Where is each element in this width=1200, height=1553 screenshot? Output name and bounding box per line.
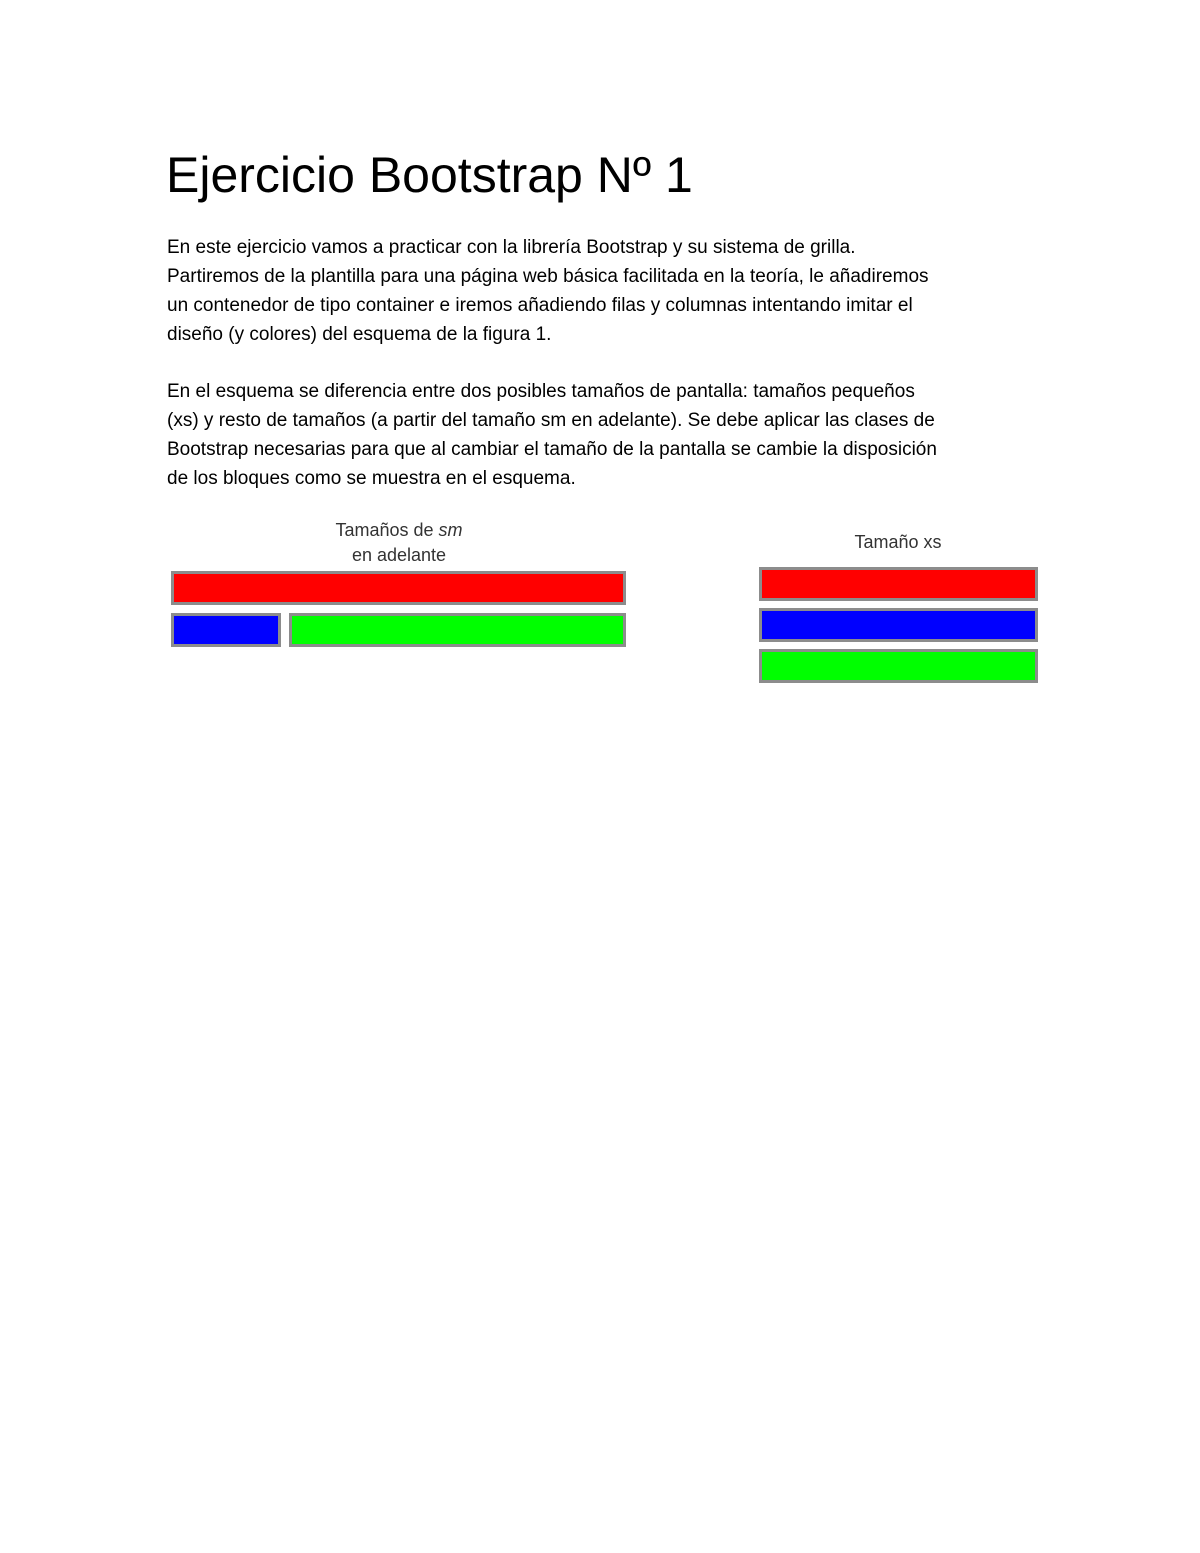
paragraph-line: un contenedor de tipo container e iremos añadiendo filas y columnas intentando imitar el [167, 295, 913, 316]
sm-green-block [289, 613, 626, 647]
paragraph-line: En este ejercicio vamos a practicar con la librería Bootstrap y su sistema de grilla. [167, 237, 856, 258]
paragraph-line: diseño (y colores) del esquema de la figura 1. [167, 324, 552, 345]
xs-blue-block [759, 608, 1038, 642]
paragraph-line: Bootstrap necesarias para que al cambiar el tamaño de la pantalla se cambie la disposición [167, 439, 937, 460]
page-title: Ejercicio Bootstrap Nº 1 [166, 147, 693, 203]
paragraph-line: En el esquema se diferencia entre dos posibles tamaños de pantalla: tamaños pequeños [167, 381, 915, 402]
sm-caption-em: sm [438, 520, 463, 540]
sm-red-block [171, 571, 626, 605]
sm-caption-prefix: Tamaños de [335, 520, 439, 540]
sm-caption-line-1 [285, 518, 513, 543]
xs-caption-text: Tamaño xs [854, 532, 942, 552]
xs-green-block [759, 649, 1038, 683]
paragraph-line: de los bloques como se muestra en el esquema. [167, 468, 576, 489]
sm-layout-caption [285, 518, 513, 568]
paragraph-line: Partiremos de la plantilla para una página web básica facilitada en la teoría, le añadiremos [167, 266, 929, 287]
schema-paragraph [167, 377, 1047, 493]
intro-paragraph [167, 233, 1047, 349]
sm-caption-line-2: en adelante [351, 545, 447, 565]
paragraph-line: (xs) y resto de tamaños (a partir del tamaño sm en adelante). Se debe aplicar las clases de [167, 410, 935, 431]
xs-layout-caption [800, 530, 996, 555]
xs-red-block [759, 567, 1038, 601]
sm-blue-block [171, 613, 281, 647]
